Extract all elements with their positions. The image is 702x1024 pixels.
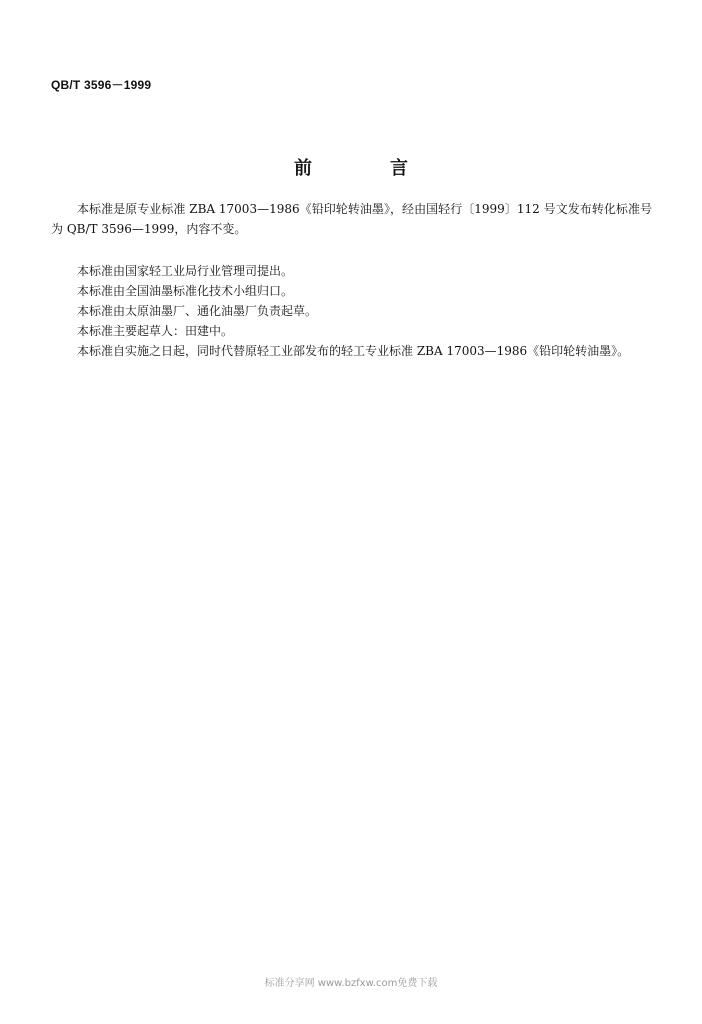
document-code: QB/T 3596－1999	[51, 78, 152, 92]
paragraph: 本标准主要起草人：田建中。	[77, 324, 234, 338]
paragraph: 本标准是原专业标准 ZBA 17003—1986《铅印轮转油墨》，经由国轻行〔1999〕112 号文发布转化标准号为 QB/T 3596—1999，内容不变。	[51, 202, 652, 236]
footer-watermark: 标准分享网 www.bzfxw.com免费下载	[264, 978, 438, 989]
paragraph: 本标准自实施之日起，同时代替原轻工业部发布的轻工专业标准 ZBA 17003—1986《铅印轮转油墨》。	[77, 344, 630, 358]
body-block-2	[51, 261, 652, 361]
paragraph: 本标准由全国油墨标准化技术小组归口。	[77, 284, 294, 298]
paragraph: 本标准由太原油墨厂、通化油墨厂负责起草。	[77, 304, 318, 318]
body-block-1	[51, 199, 652, 239]
paragraph: 本标准由国家轻工业局行业管理司提出。	[77, 264, 294, 278]
page-title: 前 言	[294, 158, 438, 179]
